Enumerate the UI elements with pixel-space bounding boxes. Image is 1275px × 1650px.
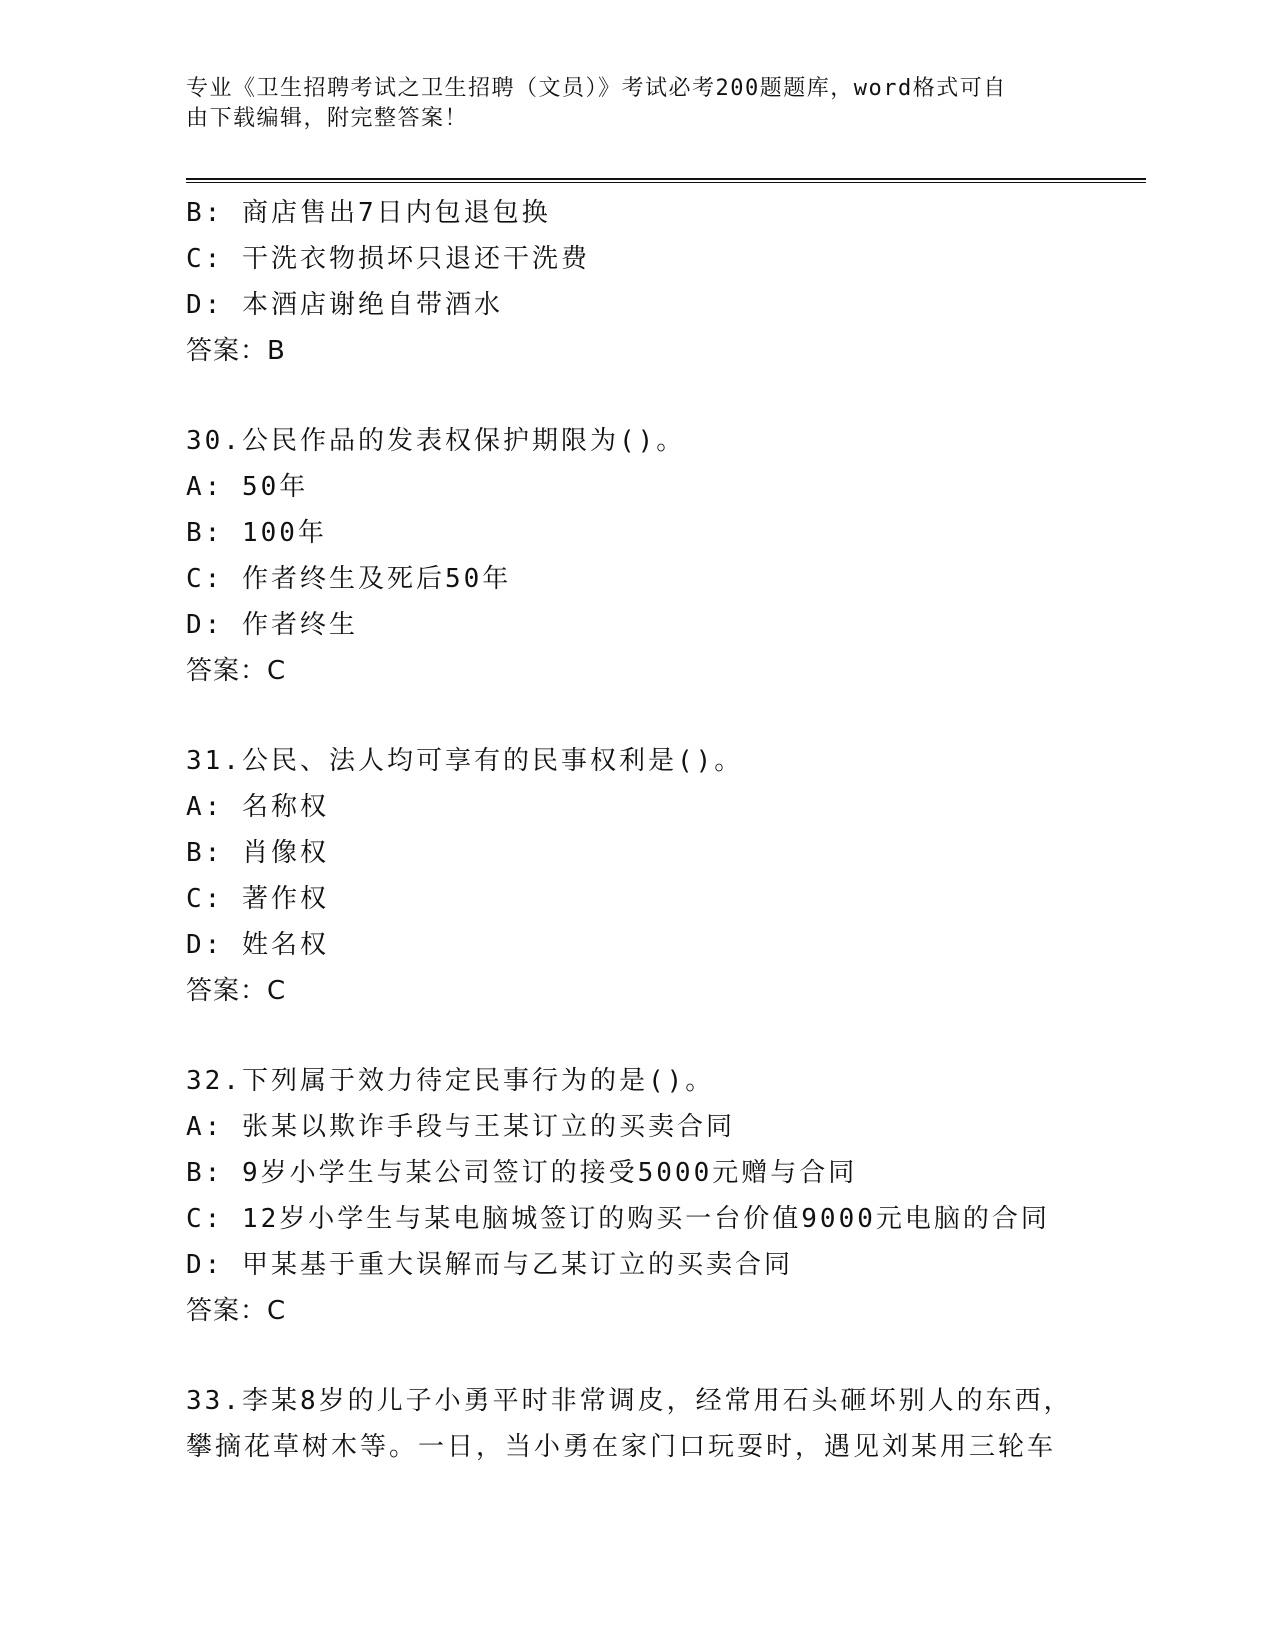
answer: 答案：C	[186, 1296, 287, 1326]
question-33	[186, 1378, 1146, 1470]
option-d: D: 本酒店谢绝自带酒水	[186, 290, 503, 320]
option-c: C: 作者终生及死后50年	[186, 564, 512, 594]
option-d: D: 甲某基于重大误解而与乙某订立的买卖合同	[186, 1250, 793, 1280]
question-31	[186, 738, 1146, 1014]
answer: 答案：B	[186, 336, 286, 366]
option-a: A: 名称权	[186, 792, 329, 822]
header-line-1: 专业《卫生招聘考试之卫生招聘（文员）》考试必考200题题库，word格式可自	[186, 76, 1007, 101]
question-stem: 31.公民、法人均可享有的民事权利是()。	[186, 746, 744, 776]
question-stem: 30.公民作品的发表权保护期限为()。	[186, 426, 686, 456]
option-a: A: 张某以欺诈手段与王某订立的买卖合同	[186, 1112, 735, 1142]
header-divider-thick	[186, 178, 1146, 180]
option-c: C: 干洗衣物损坏只退还干洗费	[186, 244, 590, 274]
spacer	[186, 1334, 1146, 1378]
option-c: C: 12岁小学生与某电脑城签订的购买一台价值9000元电脑的合同	[186, 1204, 1050, 1234]
question-29-tail	[186, 190, 1146, 374]
document-header	[186, 74, 1066, 134]
answer: 答案：C	[186, 656, 287, 686]
option-c: C: 著作权	[186, 884, 329, 914]
option-b: B: 肖像权	[186, 838, 329, 868]
option-b: B: 100年	[186, 518, 327, 548]
question-stem-line-2: 攀摘花草树木等。一日，当小勇在家门口玩耍时，遇见刘某用三轮车	[186, 1432, 1057, 1462]
option-d: D: 作者终生	[186, 610, 358, 640]
question-stem: 32.下列属于效力待定民事行为的是()。	[186, 1066, 715, 1096]
spacer	[186, 374, 1146, 418]
question-list	[186, 190, 1146, 1470]
header-divider-thin	[186, 182, 1146, 183]
spacer	[186, 694, 1146, 738]
question-stem-line-1: 33.李某8岁的儿子小勇平时非常调皮，经常用石头砸坏别人的东西，	[186, 1386, 1073, 1416]
question-30	[186, 418, 1146, 694]
answer: 答案：C	[186, 976, 287, 1006]
option-a: A: 50年	[186, 472, 309, 502]
option-d: D: 姓名权	[186, 930, 329, 960]
option-b: B: 商店售出7日内包退包换	[186, 198, 551, 228]
header-line-2: 由下载编辑，附完整答案！	[186, 106, 469, 131]
question-32	[186, 1058, 1146, 1334]
spacer	[186, 1014, 1146, 1058]
option-b: B: 9岁小学生与某公司签订的接受5000元赠与合同	[186, 1158, 858, 1188]
